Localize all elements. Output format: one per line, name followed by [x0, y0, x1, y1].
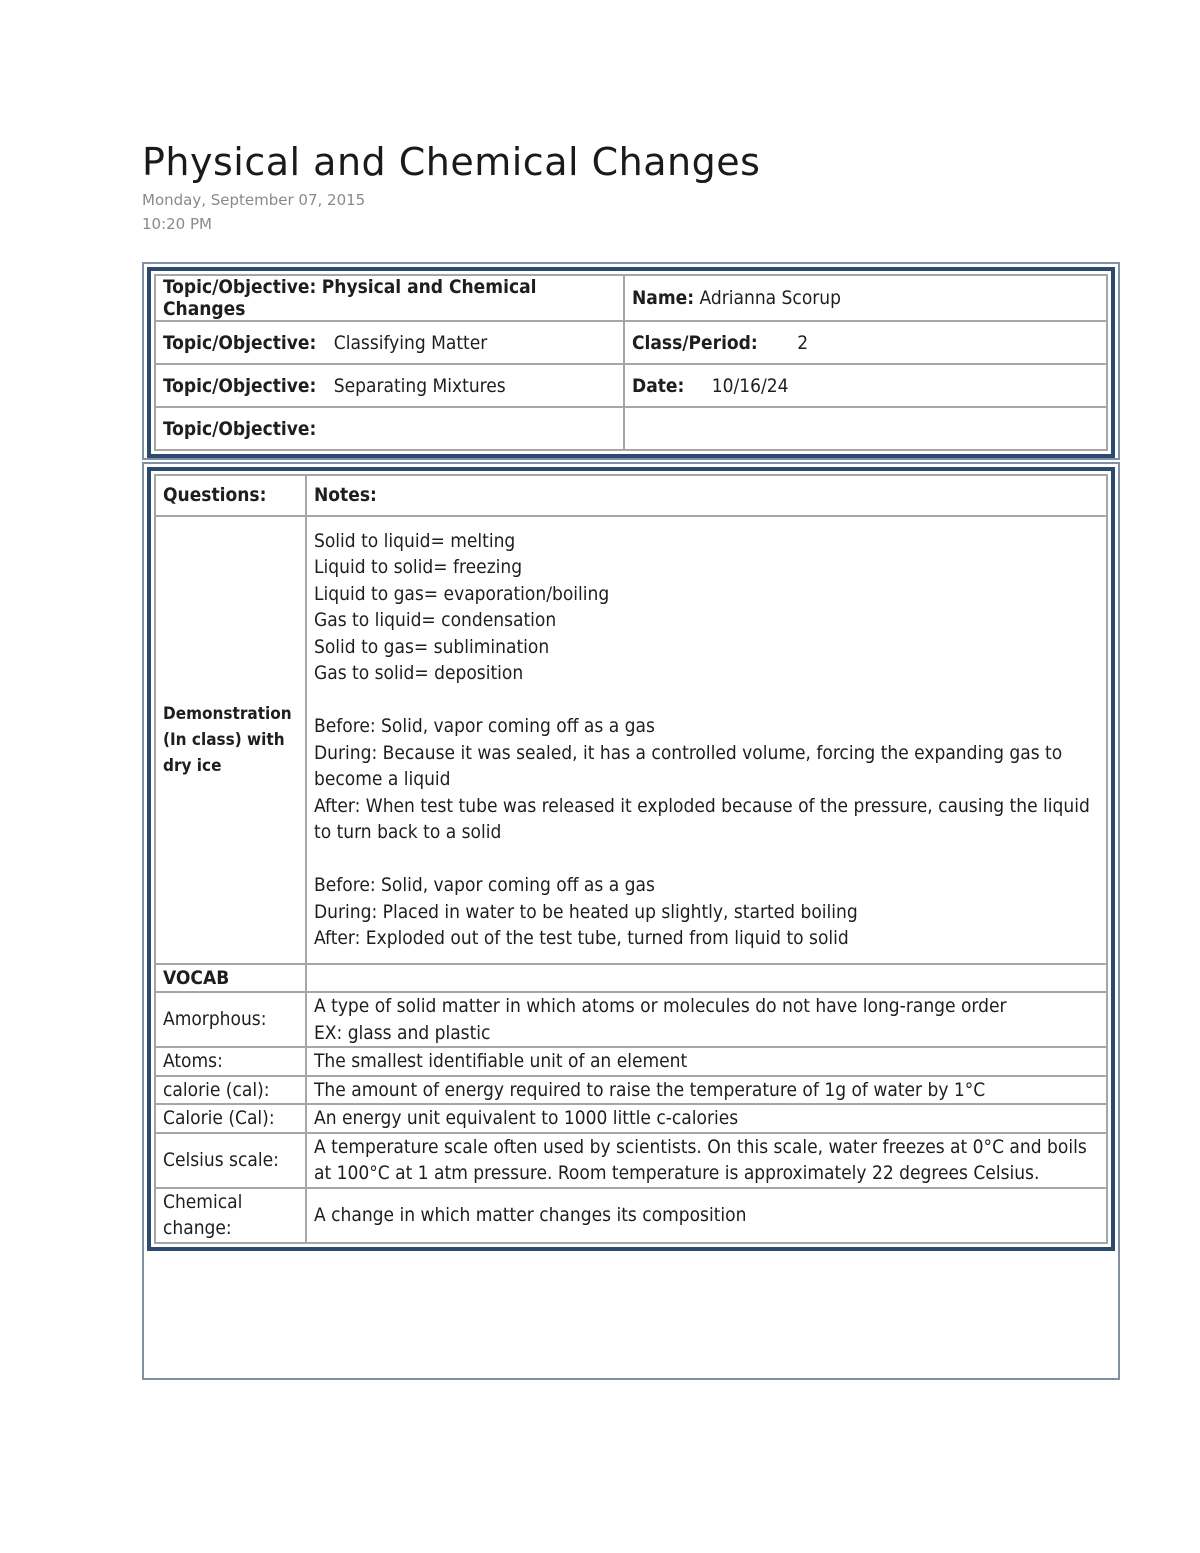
table-row [155, 1133, 1107, 1188]
phase-line: Solid to gas= sublimination [314, 635, 550, 658]
demo-question[interactable]: Demonstration (In class) with dry ice [155, 516, 306, 964]
experiment1-before: Before: Solid, vapor coming off as a gas [314, 715, 655, 737]
vocab-def[interactable]: A change in which matter changes its composition [306, 1188, 1107, 1243]
page-title: Physical and Chemical Changes [142, 140, 761, 184]
header-row [155, 407, 1107, 450]
phase-line: Gas to liquid= condensation [314, 609, 557, 631]
date-label: Date: [632, 374, 685, 397]
header-row [155, 364, 1107, 407]
class-period-cell[interactable] [624, 321, 1107, 364]
name-value: Adrianna Scorup [699, 287, 841, 309]
topic-label: Topic/Objective: [163, 417, 317, 440]
phase-line: Solid to liquid= melting [314, 529, 516, 552]
questions-header: Questions: [155, 475, 306, 516]
empty-cell[interactable] [624, 407, 1107, 450]
class-period-label: Class/Period: [632, 331, 758, 354]
vocab-def-text: A type of solid matter in which atoms or molecules do not have long-range order [314, 995, 1007, 1017]
vocab-def[interactable]: The amount of energy required to raise the temperature of 1g of water by 1°C [306, 1076, 1107, 1105]
vocab-term[interactable]: Celsius scale: [155, 1133, 306, 1188]
table-row [155, 1076, 1107, 1105]
name-label: Name: [632, 287, 695, 309]
experiment1-during: During: Because it was sealed, it has a controlled volume, forcing the expanding gas to become a liquid [314, 741, 1063, 790]
page-time: 10:20 PM [142, 215, 212, 233]
header-row [155, 321, 1107, 364]
experiment2-before: Before: Solid, vapor coming off as a gas [314, 874, 655, 896]
vocab-term[interactable]: Calorie (Cal): [155, 1104, 306, 1133]
topic-label: Topic/Objective: [163, 276, 317, 298]
notes-header-row [155, 475, 1107, 516]
vocab-empty-cell[interactable] [306, 964, 1107, 993]
table-row [155, 992, 1107, 1047]
vocab-term[interactable]: Amorphous: [155, 992, 306, 1047]
topic-cell[interactable] [155, 407, 624, 450]
vocab-def[interactable]: An energy unit equivalent to 1000 little c-calories [306, 1104, 1107, 1133]
experiment1-after: After: When test tube was released it exploded because of the pressure, causing the liquid to turn back to a solid [314, 794, 1090, 843]
table-row [155, 1188, 1107, 1243]
vocab-def[interactable] [306, 992, 1107, 1047]
table-row [155, 516, 1107, 964]
topic-value: Separating Mixtures [333, 374, 506, 397]
topic-cell[interactable] [155, 321, 624, 364]
vocab-term[interactable]: Atoms: [155, 1047, 306, 1076]
phase-line: Liquid to gas= evaporation/boiling [314, 582, 610, 605]
vocab-def[interactable]: A temperature scale often used by scientists. On this scale, water freezes at 0°C and boils at 100°C at 1 atm pressure. Room temperature is approximately 22 degrees Celsius. [306, 1133, 1107, 1188]
vocab-header-row [155, 964, 1107, 993]
table-row [155, 1047, 1107, 1076]
vocab-def[interactable]: The smallest identifiable unit of an element [306, 1047, 1107, 1076]
topic-label: Topic/Objective: [163, 331, 317, 354]
name-cell[interactable] [624, 275, 1107, 321]
date-cell[interactable] [624, 364, 1107, 407]
vocab-def-example: EX: glass and plastic [314, 1021, 491, 1044]
topic-cell[interactable] [155, 364, 624, 407]
header-row [155, 275, 1107, 321]
header-table [154, 274, 1108, 451]
notes-table [154, 474, 1108, 1244]
topic-label: Topic/Objective: [163, 374, 317, 397]
page-date: Monday, September 07, 2015 [142, 191, 366, 209]
vocab-label[interactable]: VOCAB [155, 964, 306, 993]
notes-header: Notes: [306, 475, 1107, 516]
date-value: 10/16/24 [711, 374, 789, 397]
experiment2-after: After: Exploded out of the test tube, turned from liquid to solid [314, 927, 849, 949]
vocab-term[interactable]: calorie (cal): [155, 1076, 306, 1105]
phase-line: Gas to solid= deposition [314, 662, 524, 684]
demo-notes[interactable] [306, 516, 1107, 964]
class-period-value: 2 [797, 331, 809, 354]
topic-value: Physical and Chemical Changes [163, 276, 537, 320]
table-row [155, 1104, 1107, 1133]
notes-table-frame [142, 462, 1120, 1380]
phase-line: Liquid to solid= freezing [314, 556, 523, 578]
experiment2-during: During: Placed in water to be heated up slightly, started boiling [314, 900, 858, 923]
topic-cell[interactable] [155, 275, 624, 321]
topic-value: Classifying Matter [333, 331, 488, 354]
vocab-term[interactable]: Chemical change: [155, 1188, 306, 1243]
header-table-frame [142, 262, 1120, 460]
